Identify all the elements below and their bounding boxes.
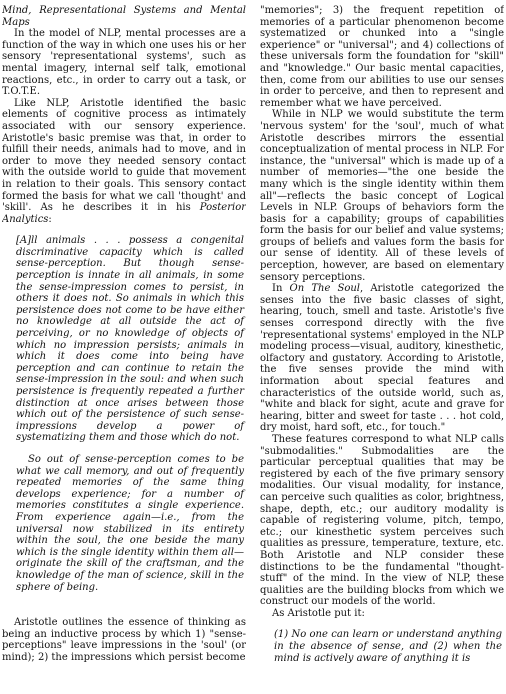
paragraph: "memories"; 3) the frequent repetition of memories of a particular phenomenon become systematized or chunked into a "single experience" or "universal"; and 4) collections of these universals form the foundation for "skill" and "knowledge." Our basic mental capacities, then, come from our abilities to use our senses in order to perceive, and then to represent and remember what we have perceived.: [260, 5, 504, 109]
work-title: Posterior Analytics: [2, 202, 246, 225]
paragraph: These features correspond to what NLP calls "submodalities." Submodalities are the particular perceptual qualities that may be registered by each of the five primary sensory modalities. Our visual modality, for instance, can perceive such qualities as color, brightness, shape, depth, etc.; our auditory modality is capable of registering volume, pitch, tempo, etc.; our kinesthetic system perceives such qualities as pressure, temperature, texture, etc. Both Aristotle and NLP consider these distinctions to be the fundamental "thought-stuff" of the mind. In the view of NLP, these qualities are the building blocks from which we construct our models of the world.: [260, 433, 504, 608]
paragraph: While in NLP we would substitute the term 'nervous system' for the 'soul', much of what Aristotle describes mirrors the essential conceptualization of mental process in NLP. For instance, the "universal" which is made up of a number of memories—"the one beside the many which is the single identity within them all"—reflects the basic concept of Logical Levels in NLP. Groups of behaviors form the basis for a capability; groups of capabilities form the basis for our belief and value systems; groups of beliefs and values form the basis for our sense of identity. All of these levels of perception, however, are based on elementary sensory perceptions.: [260, 109, 504, 283]
left-column: [2, 5, 246, 694]
block-quote: [16, 235, 244, 593]
block-quote: [274, 629, 502, 664]
running-header: Mind, Representational Systems and Mental Maps: [2, 5, 246, 28]
quote-paragraph: [A]ll animals . . . possess a congenital discriminative capacity which is called sense-perception. But though sense-perception is innate in all animals, in some the sense-impression comes to persist, in others it does not. So animals in which this persistence does not come to be have either no knowledge at all outside the act of perceiving, or no knowledge of objects of which no impression persists; animals in which it does come into being have perception and can continue to retain the sense-impression in the soul: and when such persistence is frequently repeated a further distinction at once arises between those which out of the persistence of such sense-impressions develop a power of systematizing them and those which do not.: [16, 235, 244, 444]
punctuation: :: [48, 213, 52, 225]
quote-paragraph: (1) No one can learn or understand anything in the absence of sense, and (2) when the mind is actively aware of anything it is: [274, 629, 502, 664]
paragraph: [260, 283, 504, 434]
paragraph-text: Like NLP, Aristotle identified the basic elements of cognitive process as intimately associated with our sensory experience. Aristotle's basic premise was that, in order to fulfill their needs, animals had to move, and in order to move they needed sensory contact with the outside world to guide that movement in relation to their goals. This sensory contact formed the basis for what we call 'thought' and 'skill'. As he describes it in his: [2, 97, 246, 214]
quote-paragraph: So out of sense-perception comes to be what we call memory, and out of frequently repeated memories of the same thing develops experience; for a number of memories constitutes a single experience. From experience again—i.e., from the universal now stabilized in its entirety within the soul, the one beside the many which is the single identity within them all—originate the skill of the craftsman, and the knowledge of the man of science, skill in the sphere of being.: [16, 453, 244, 593]
right-column: [260, 5, 504, 694]
paragraph: As Aristotle put it:: [272, 607, 365, 619]
paragraph-text: , Aristotle categorized the senses into the five basic classes of sight, hearing, touch, smell and taste. Aristotle's five senses correspond directly with the five 'representational systems' employed in the NLP modeling process—visual, auditory, kinesthetic, olfactory and gustatory. According to Aristotle, the five senses provide the mind with information about special features and characteristics of the outside world, such as, "white and black for sight, acute and grave for hearing, bitter and sweet for taste . . . hot cold, dry moist, hard soft, etc., for touch.": [260, 283, 504, 434]
paragraph-text: In: [272, 283, 283, 295]
paragraph: Aristotle outlines the essence of thinking as being an inductive process by which 1) "sense-perceptions" leave impressions in the 'soul' (or mind); 2) the impressions which persist become: [2, 617, 246, 663]
paragraph: In the model of NLP, mental processes are a function of the way in which one uses his or her sensory 'representational systems', such as mental imagery, internal self talk, emotional reactions, etc., in order to carry out a task, or T.O.T.E.: [2, 28, 246, 98]
paragraph: [2, 98, 246, 226]
work-title: On The Soul: [289, 283, 361, 295]
